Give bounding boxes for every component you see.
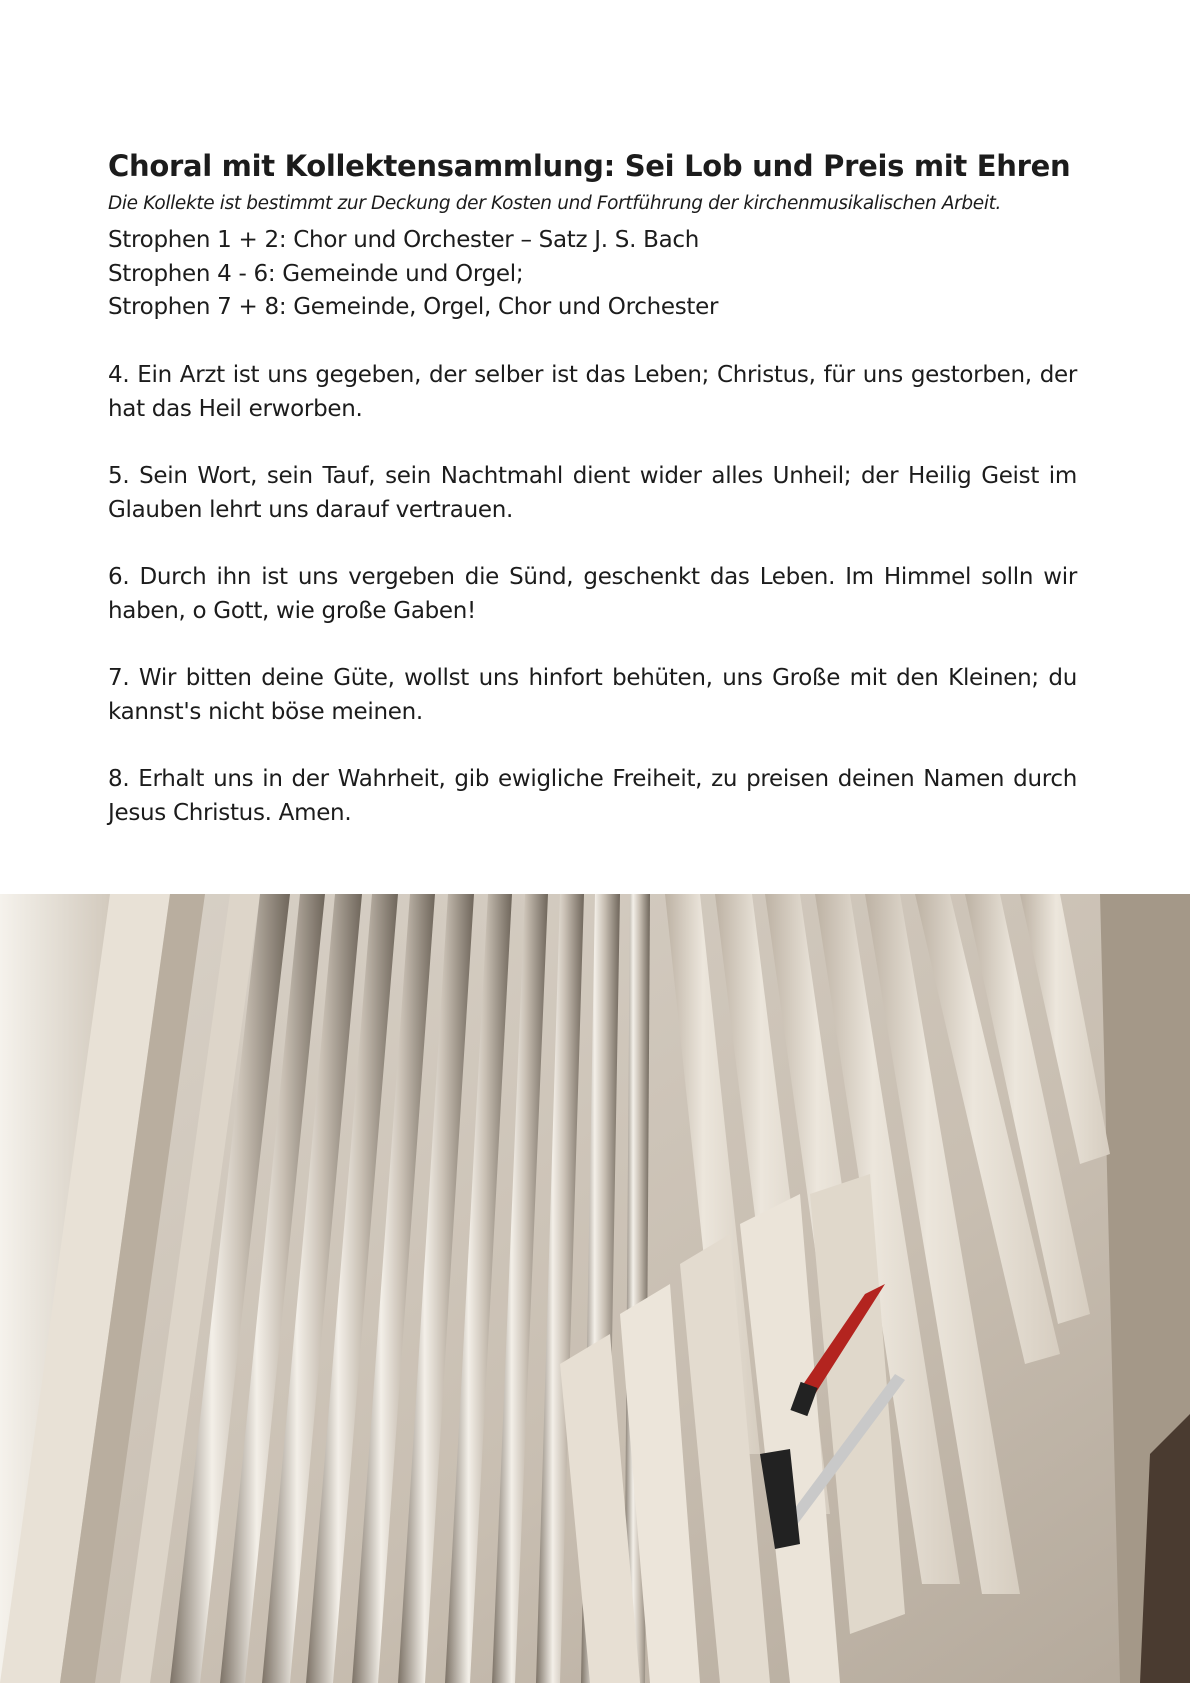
verse-6: 6. Durch ihn ist uns vergeben die Sünd, geschenkt das Leben. Im Himmel solln wir haben, o Gott, wie große Gaben! — [108, 563, 1077, 624]
document-body — [108, 146, 1077, 864]
strophen-line: Strophen 4 - 6: Gemeinde und Orgel; — [108, 260, 524, 287]
verse-4: 4. Ein Arzt ist uns gegeben, der selber ist das Leben; Christus, für uns gestorben, der hat das Heil erworben. — [108, 361, 1077, 422]
strophen-line: Strophen 1 + 2: Chor und Orchester – Satz J. S. Bach — [108, 227, 699, 253]
verse-list — [108, 359, 1077, 831]
verse-8: 8. Erhalt uns in der Wahrheit, gib ewigliche Freiheit, zu preisen deinen Namen durch Jesus Christus. Amen. — [108, 766, 1077, 826]
page-title: Choral mit Kollektensammlung: Sei Lob und Preis mit Ehren — [108, 149, 1071, 183]
organ-pipes-illustration — [0, 894, 1190, 1683]
strophen-line: Strophen 7 + 8: Gemeinde, Orgel, Chor und Orchester — [108, 294, 719, 321]
verse-5: 5. Sein Wort, sein Tauf, sein Nachtmahl dient wider alles Unheil; der Heilig Geist im Glauben lehrt uns darauf vertrauen. — [108, 462, 1077, 523]
page-subtitle: Die Kollekte ist bestimmt zur Deckung der Kosten und Fortführung der kirchenmusikalischen Arbeit. — [108, 193, 1002, 214]
strophen-list — [108, 224, 1077, 325]
verse-7: 7. Wir bitten deine Güte, wollst uns hinfort behüten, uns Große mit den Kleinen; du kannst's nicht böse meinen. — [108, 665, 1077, 725]
organ-pipes-photo — [0, 894, 1190, 1683]
